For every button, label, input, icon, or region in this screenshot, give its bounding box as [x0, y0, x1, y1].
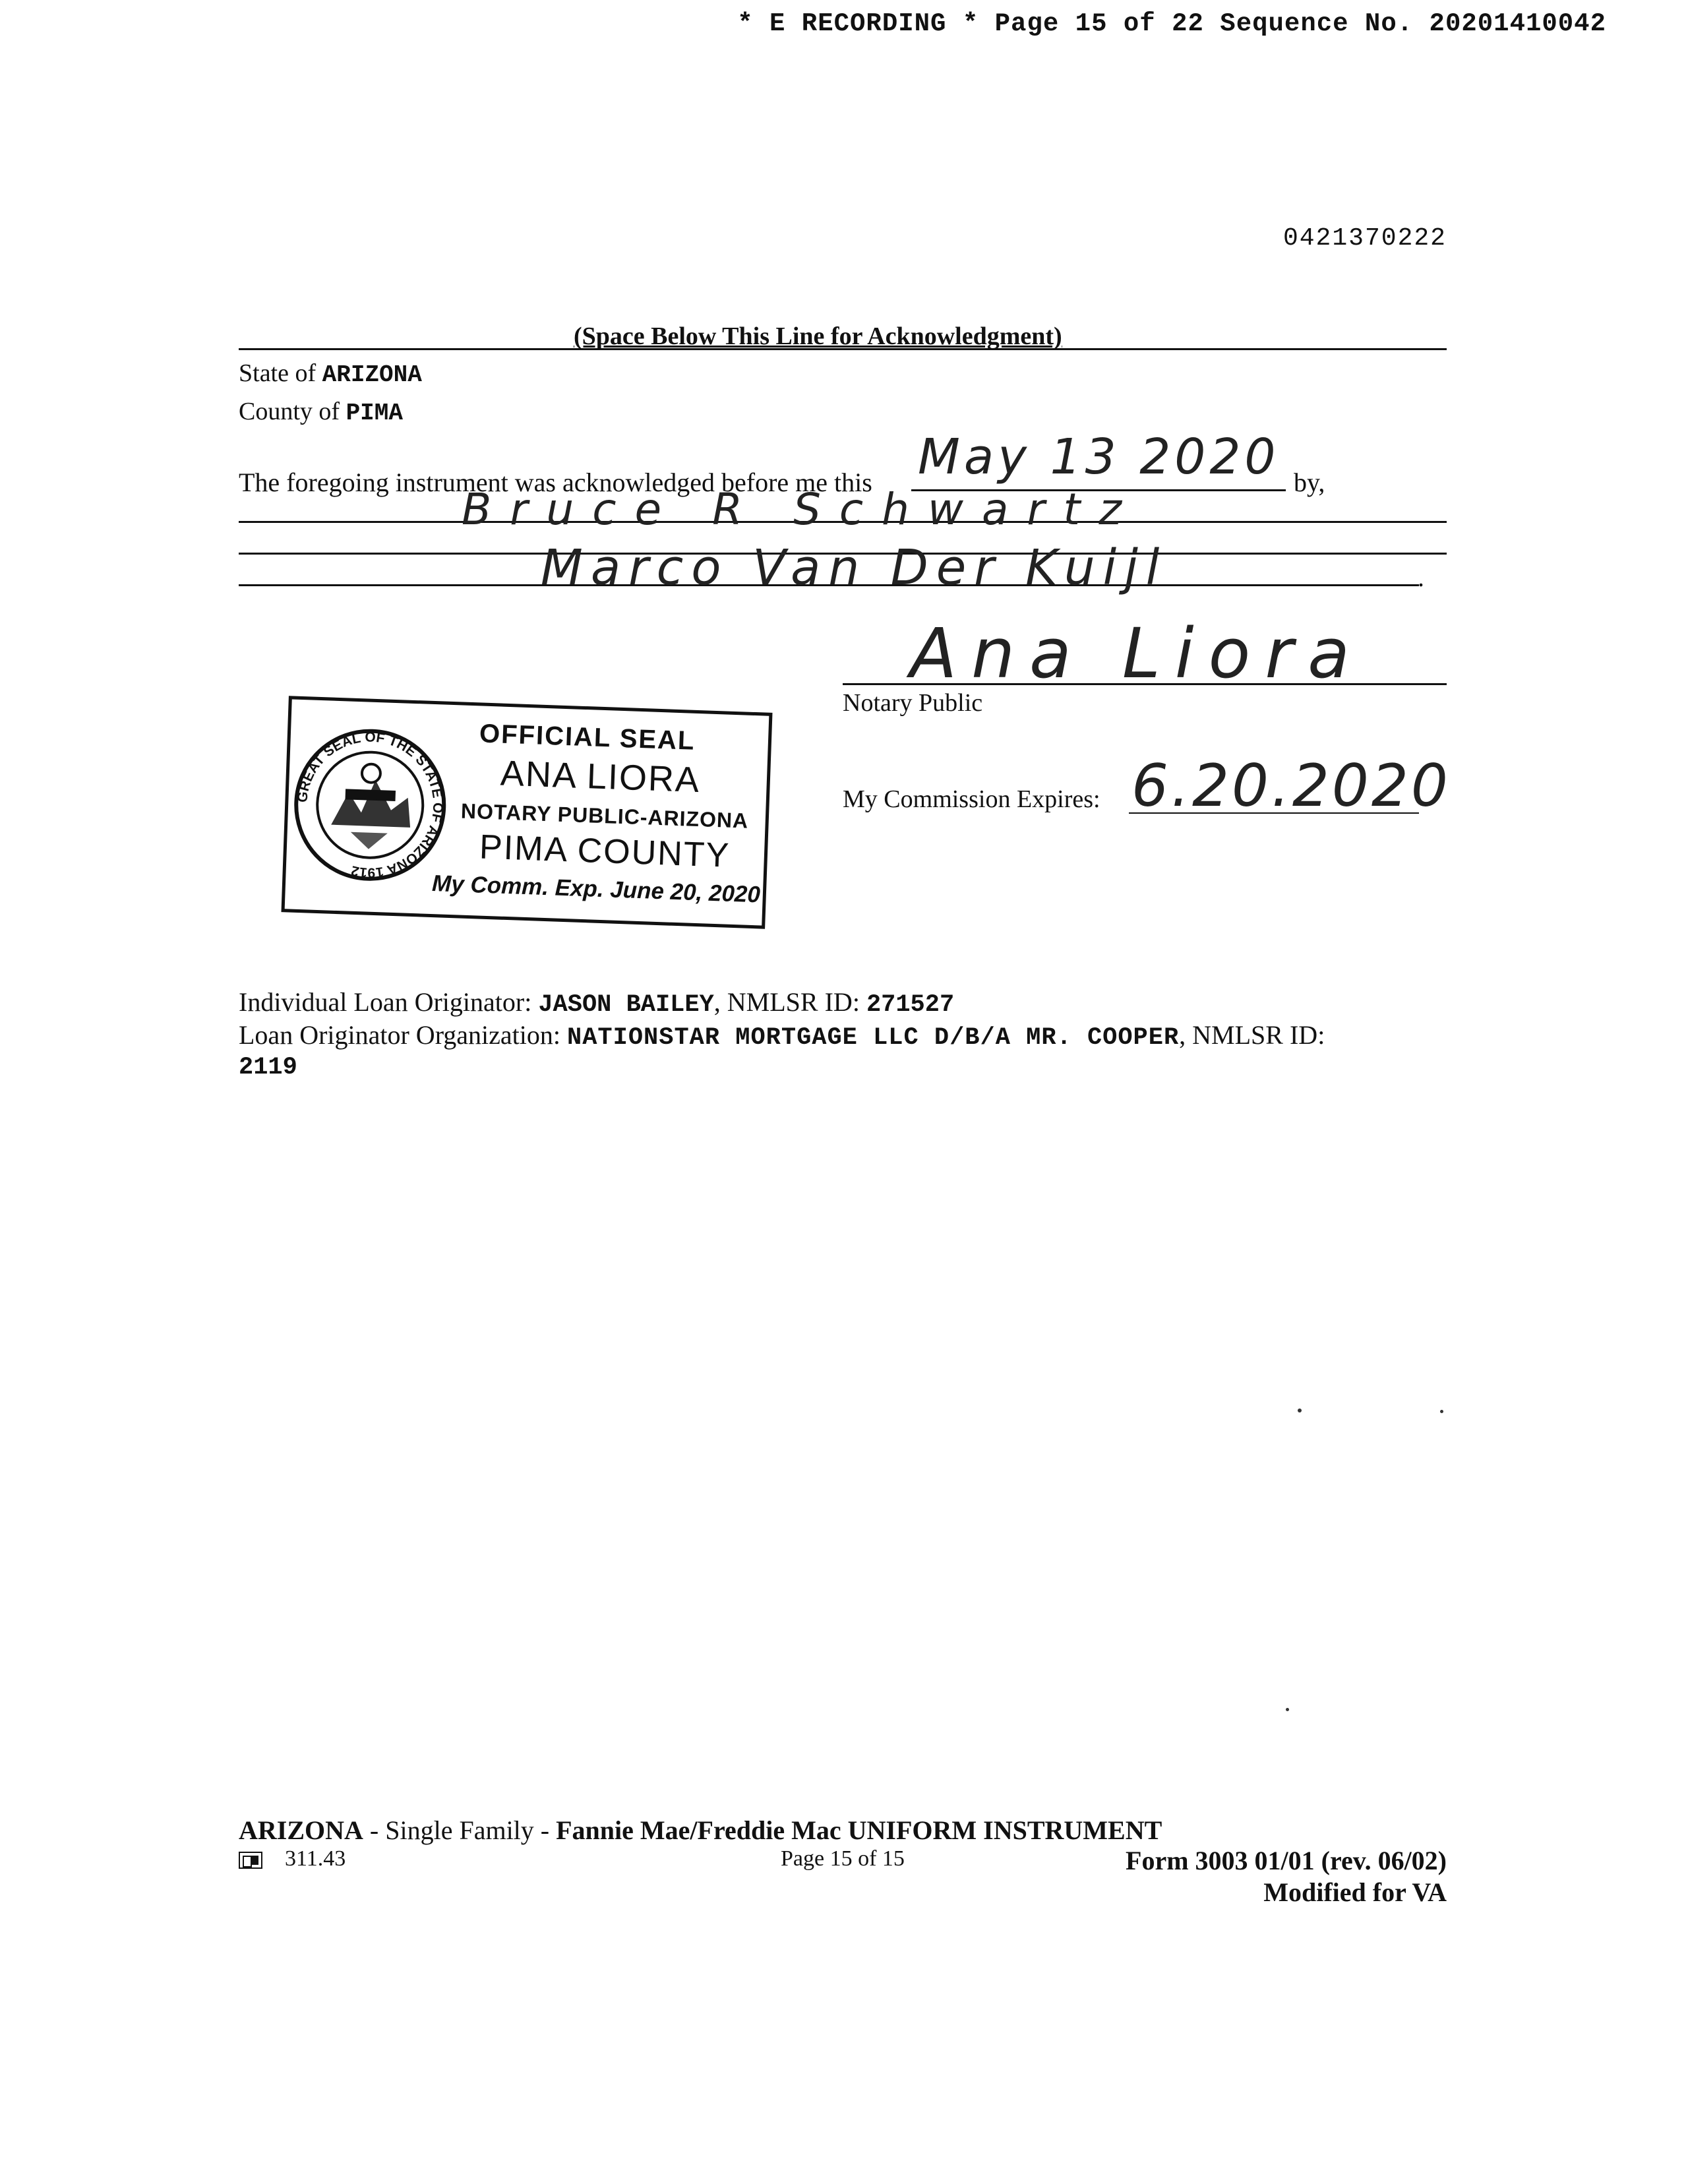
heading-rule: [239, 348, 1447, 350]
footer-state: ARIZONA: [239, 1815, 363, 1845]
seal-notary-line: NOTARY PUBLIC-ARIZONA: [460, 799, 749, 833]
individual-name: JASON BAILEY: [538, 991, 714, 1019]
notary-signature-line: [843, 683, 1447, 685]
footer-instrument: Fannie Mae/Freddie Mac UNIFORM INSTRUMENT: [556, 1815, 1162, 1845]
signer-2-handwritten: Marco Van Der Kuijl: [541, 539, 1168, 596]
commission-label: My Commission Expires:: [843, 785, 1100, 813]
notary-signature: Ana Liora: [910, 613, 1364, 694]
foregoing-text: The foregoing instrument was acknowledged before me this: [239, 468, 872, 497]
org-id: 2119: [239, 1054, 297, 1081]
notary-stamp: [282, 696, 773, 928]
state-value: ARIZONA: [322, 361, 422, 388]
seal-expiry: My Comm. Exp. June 20, 2020: [431, 870, 761, 908]
individual-originator-line: [239, 986, 954, 1019]
state-label: State of: [239, 359, 322, 387]
org-label: Loan Originator Organization:: [239, 1020, 568, 1050]
state-seal-icon: [289, 725, 450, 886]
scan-speck: [1440, 1410, 1443, 1413]
org-originator-line: [239, 1019, 1325, 1052]
loan-number: 0421370222: [1282, 224, 1447, 253]
signer-1-handwritten: Bruce R Schwartz: [462, 484, 1141, 535]
individual-label: Individual Loan Originator:: [239, 987, 539, 1017]
org-name: NATIONSTAR MORTGAGE LLC D/B/A MR. COOPER: [567, 1024, 1180, 1052]
county-line: [239, 397, 403, 427]
acknowledgment-heading: (Space Below This Line for Acknowledgment): [574, 322, 1062, 350]
footer-page: Page 15 of 15: [781, 1846, 905, 1871]
scan-speck: [1298, 1409, 1302, 1412]
recording-header: * E RECORDING * Page 15 of 22 Sequence No. 20201410042: [737, 9, 1606, 38]
notary-public-label: Notary Public: [843, 689, 983, 717]
org-id-label: , NMLSR ID:: [1179, 1020, 1325, 1050]
seal-title: OFFICIAL SEAL: [479, 719, 696, 756]
individual-id-label: , NMLSR ID:: [713, 987, 866, 1017]
county-label: County of: [239, 398, 346, 425]
footer-code: 311.43: [285, 1846, 346, 1871]
state-line: [239, 359, 422, 388]
commission-date-handwritten: 6.20.2020: [1131, 752, 1451, 820]
seal-ring-text: GREAT SEAL OF THE STATE OF ARIZONA 1912: [295, 729, 446, 880]
signer-period: .: [1418, 562, 1424, 592]
seal-county: PIMA COUNTY: [479, 828, 731, 875]
individual-id: 271527: [866, 991, 955, 1019]
footer-form-icon: [239, 1852, 262, 1869]
scan-speck: [1286, 1708, 1289, 1711]
by-text: by,: [1294, 468, 1325, 497]
county-value: PIMA: [346, 400, 403, 427]
footer-instrument-line: [239, 1815, 1162, 1846]
footer-form: Form 3003 01/01 (rev. 06/02): [1126, 1846, 1447, 1875]
footer-modified: Modified for VA: [1263, 1877, 1447, 1907]
handwritten-date: May 13 2020: [918, 429, 1280, 485]
seal-name: ANA LIORA: [500, 753, 702, 801]
footer-sep: - Single Family -: [363, 1815, 557, 1845]
